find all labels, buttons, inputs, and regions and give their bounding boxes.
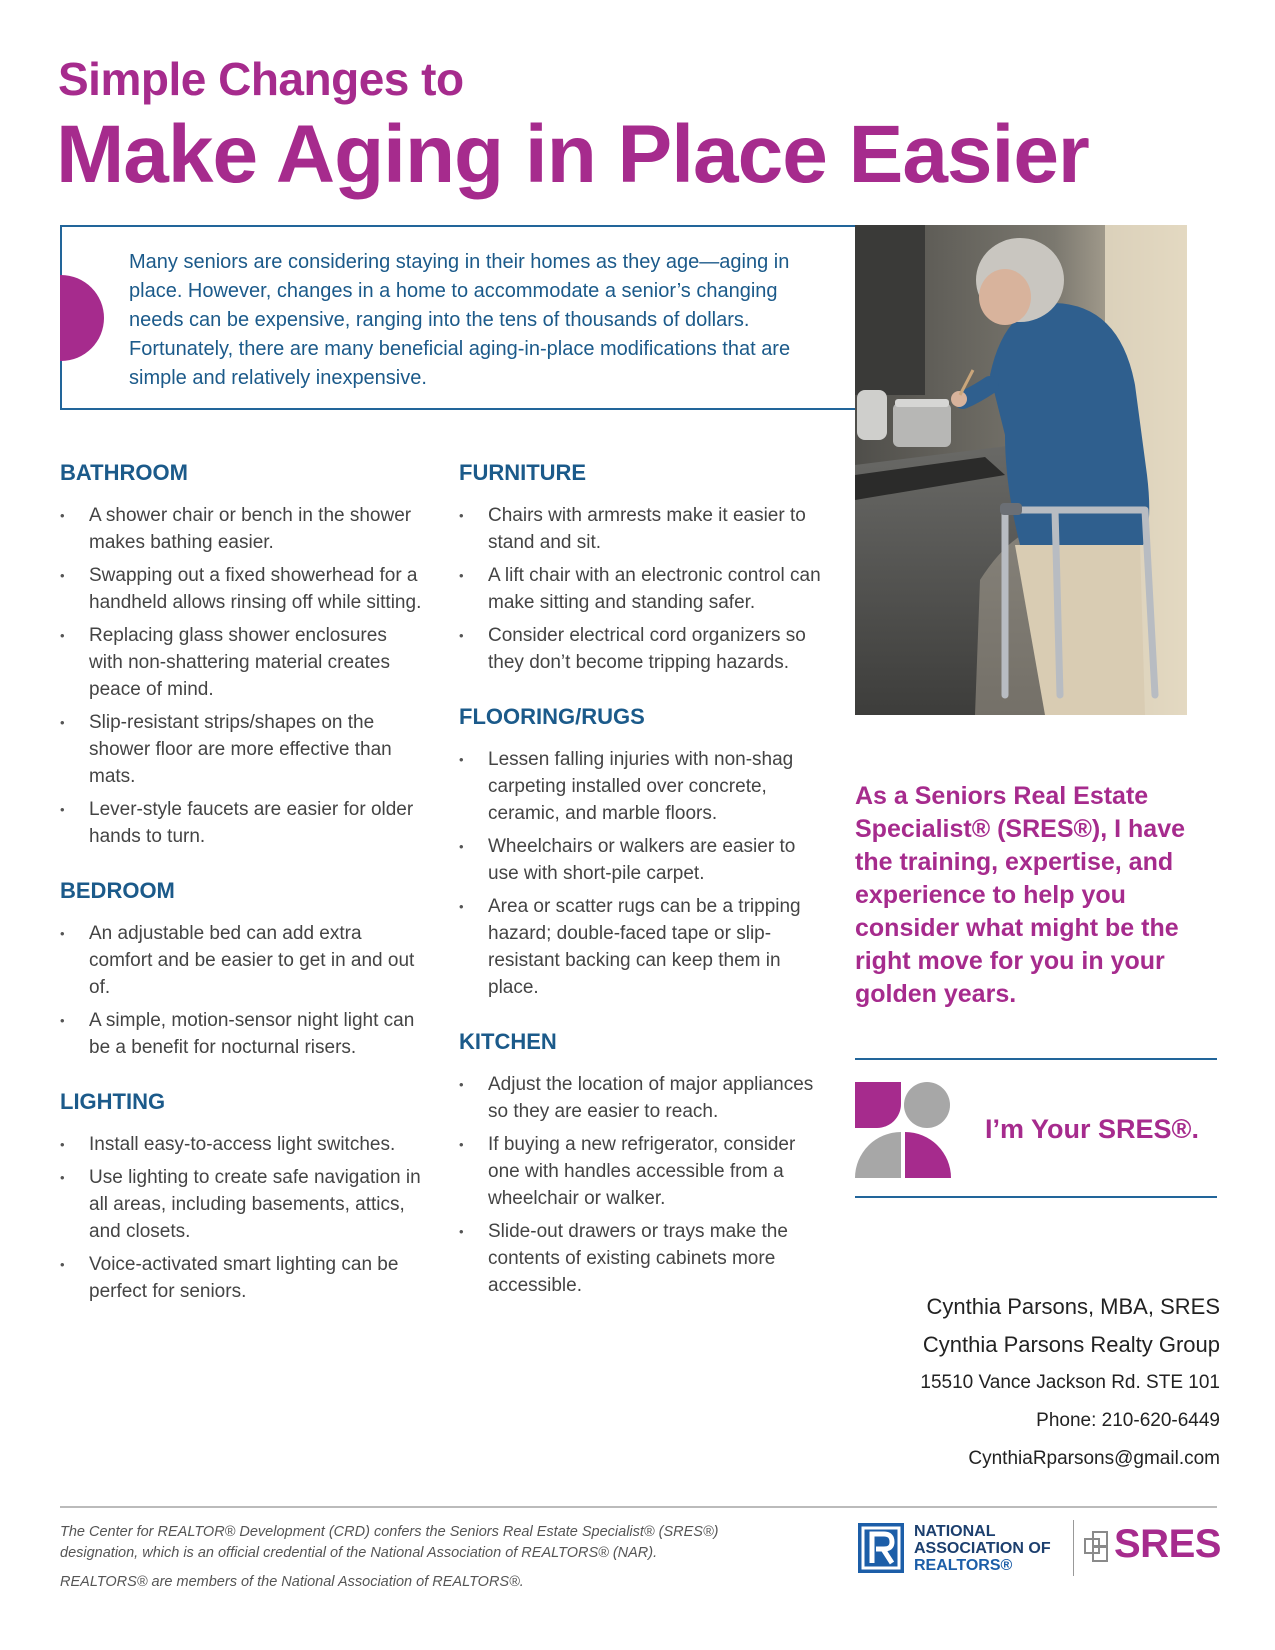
lighting-heading: LIGHTING bbox=[60, 1089, 166, 1114]
kitchen-heading: KITCHEN bbox=[459, 1029, 557, 1054]
contact-phone: Phone: 210-620-6449 bbox=[1036, 1410, 1220, 1431]
list-item: • Install easy-to-access light switches. bbox=[60, 1131, 425, 1158]
divider-bottom bbox=[855, 1196, 1217, 1198]
footer-disclaimer bbox=[60, 1522, 780, 1601]
list-item: • Adjust the location of major appliances so they are easier to reach. bbox=[459, 1071, 829, 1125]
section-bedroom bbox=[60, 878, 425, 1061]
contact-address: 15510 Vance Jackson Rd. STE 101 bbox=[920, 1372, 1220, 1393]
list-item: • Slip-resistant strips/shapes on the shower floor are more effective than mats. bbox=[60, 709, 425, 790]
contact-company: Cynthia Parsons Realty Group bbox=[922, 1332, 1220, 1357]
title-line-1: Simple Changes to bbox=[58, 53, 464, 105]
flooring-heading: FLOORING/RUGS bbox=[459, 704, 645, 729]
furniture-heading: FURNITURE bbox=[459, 460, 587, 485]
list-item: • A shower chair or bench in the shower makes bathing easier. bbox=[60, 502, 425, 556]
section-lighting bbox=[60, 1089, 425, 1305]
list-item: • An adjustable bed can add extra comfort and be easier to get in and out of. bbox=[60, 920, 425, 1001]
sres-callout: As a Seniors Real Estate Specialist® (SRES®), I have the training, expertise, and experience to help you consider what might be the right move for you in your golden years. bbox=[855, 782, 1186, 1008]
list-item: • Chairs with armrests make it easier to stand and sit. bbox=[459, 502, 829, 556]
list-item: • If buying a new refrigerator, consider one with handles accessible from a wheelchair or walker. bbox=[459, 1131, 829, 1212]
divider-top bbox=[855, 1058, 1217, 1060]
senior-woman-photo bbox=[855, 225, 1187, 715]
section-flooring bbox=[459, 704, 829, 1001]
footer-line-2: REALTORS® are members of the National Association of REALTORS®. bbox=[60, 1574, 524, 1590]
section-furniture bbox=[459, 460, 829, 676]
list-item: • Wheelchairs or walkers are easier to use with short-pile carpet. bbox=[459, 833, 829, 887]
list-item: • Lever-style faucets are easier for older hands to turn. bbox=[60, 796, 425, 850]
list-item: • Replacing glass shower enclosures with non-shattering material creates peace of mind. bbox=[60, 622, 425, 703]
left-column bbox=[60, 460, 425, 1333]
sres-logo-icon bbox=[855, 1082, 951, 1178]
list-item: • Lessen falling injuries with non-shag carpeting installed over concrete, ceramic, and marble floors. bbox=[459, 746, 829, 827]
list-item: • Consider electrical cord organizers so they don’t become tripping hazards. bbox=[459, 622, 829, 676]
nar-line-2: ASSOCIATION OF bbox=[914, 1540, 1051, 1557]
list-item: • Slide-out drawers or trays make the contents of existing cabinets more accessible. bbox=[459, 1218, 829, 1299]
nar-line-1: NATIONAL bbox=[914, 1523, 996, 1540]
list-item: • A simple, motion-sensor night light can be a benefit for nocturnal risers. bbox=[60, 1007, 425, 1061]
list-item: • Use lighting to create safe navigation in all areas, including basements, attics, and closets. bbox=[60, 1164, 425, 1245]
contact-name: Cynthia Parsons, MBA, SRES bbox=[926, 1294, 1220, 1319]
logo-divider bbox=[1073, 1520, 1074, 1576]
intro-text: Many seniors are considering staying in their homes as they age—aging in place. However, changes in a home to accommodate a senior’s changing needs can be expensive, ranging into the tens of thousands of dollars. Fortunately, there are many beneficial aging-in-place modifications that are simple and relatively inexpensive. bbox=[129, 251, 791, 389]
im-your-sres: I’m Your SRES®. bbox=[985, 1114, 1199, 1144]
bedroom-heading: BEDROOM bbox=[60, 878, 175, 903]
bathroom-heading: BATHROOM bbox=[60, 460, 188, 485]
sres-mark-icon bbox=[1084, 1531, 1110, 1563]
list-item: • Voice-activated smart lighting can be perfect for seniors. bbox=[60, 1251, 425, 1305]
contact-email: CynthiaRparsons@gmail.com bbox=[968, 1448, 1220, 1469]
footer-line-1: The Center for REALTOR® Development (CRD) confers the Seniors Real Estate Specialist® (SRES®) designation, which is an official credential of the National Association of REALTORS® (NAR). bbox=[60, 1524, 719, 1561]
contact-block bbox=[920, 1288, 1220, 1478]
middle-column bbox=[459, 460, 829, 1327]
list-item: • Swapping out a fixed showerhead for a handheld allows rinsing off while sitting. bbox=[60, 562, 425, 616]
nar-line-3: REALTORS® bbox=[914, 1557, 1013, 1574]
list-item: • Area or scatter rugs can be a tripping hazard; double-faced tape or slip-resistant backing can keep them in place. bbox=[459, 893, 829, 1001]
section-kitchen bbox=[459, 1029, 829, 1299]
nar-wordmark bbox=[914, 1523, 1051, 1574]
sres-wordmark: SRES bbox=[1114, 1522, 1221, 1566]
section-bathroom bbox=[60, 460, 425, 850]
list-item: • A lift chair with an electronic control can make sitting and standing safer. bbox=[459, 562, 829, 616]
footer-divider bbox=[60, 1506, 1217, 1508]
realtor-r-icon bbox=[858, 1523, 904, 1573]
page-title: Make Aging in Place Easier bbox=[56, 109, 1089, 200]
